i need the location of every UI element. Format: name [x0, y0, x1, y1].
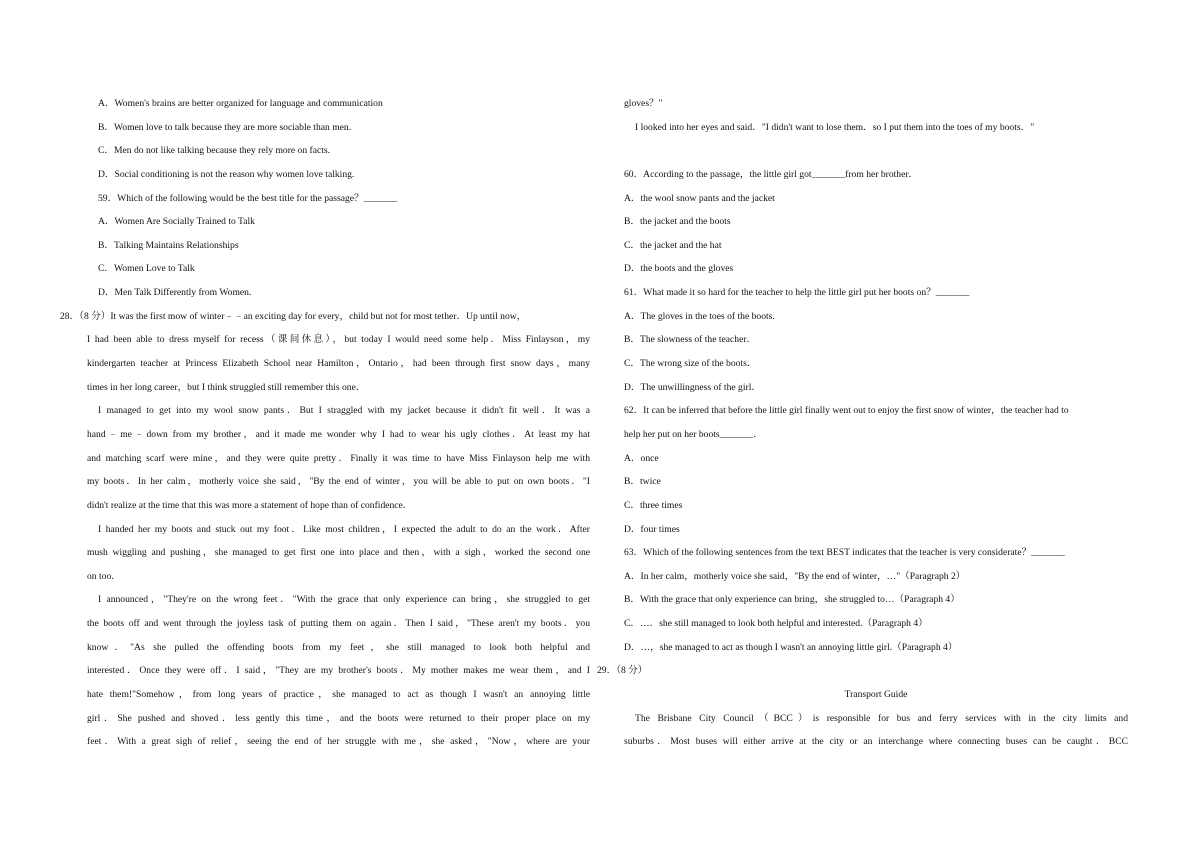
text-line: feet．With a great sigh of relief，seeing the end of her struggle with me，she asked，"Now，where are your — [87, 736, 590, 748]
text-line: 60．According to the passage，the little girl got_______from her brother． — [624, 168, 919, 180]
text-line: my boots．In her calm，motherly voice she said，"By the end of winter，you will be able to put on own boots．"I — [87, 476, 590, 488]
text-line: B．twice — [624, 476, 661, 488]
text-line: A．The gloves in the toes of the boots. — [624, 310, 775, 322]
blank-line — [624, 139, 1128, 163]
text-line: B．Women love to talk because they are more sociable than men. — [98, 121, 352, 133]
text-line: C．The wrong size of the boots． — [624, 358, 757, 370]
text-line: D．the boots and the gloves — [624, 263, 734, 275]
text-line: A．Women Are Socially Trained to Talk — [98, 216, 255, 228]
text-line: hand﹣me﹣down from my brother，and it made me wonder why I had to wear his ugly clothes．At least my hat — [87, 428, 590, 440]
text-line: 62．It can be inferred that before the little girl finally went out to enjoy the first snow of winter，the teacher had to — [624, 405, 1069, 417]
text-line: I managed to get into my wool snow pants．But I straggled with my jacket because it didn't fit well．It was a — [98, 405, 590, 417]
text-line: suburbs．Most buses will either arrive at the city or an interchange where connecting buses can be caught．BCC — [624, 736, 1128, 748]
text-line: D．four times — [624, 523, 680, 535]
text-line: B．Talking Maintains Relationships — [98, 239, 239, 251]
text-line: didn't realize at the time that this was more a statement of hope than of confidence． — [87, 499, 413, 511]
text-line: A．Women's brains are better organized for language and communication — [98, 98, 383, 109]
text-line: D．The unwillingness of the girl． — [624, 381, 761, 393]
text-line: A．once — [624, 452, 659, 464]
text-line: A．In her calm，motherly voice she said，"By the end of winter，…"（Paragraph 2） — [624, 570, 966, 582]
text-line: kindergarten teacher at Princess Elizabeth School near Hamilton，Ontario，had been through first snow days，many — [87, 358, 590, 370]
text-line: D．Social conditioning is not the reason why women love talking. — [98, 168, 355, 180]
text-line: I had been able to dress myself for recess（课间休息），but today I would need some help．Miss Finlayson，my — [87, 334, 590, 346]
text-line: I looked into her eyes and said．"I didn't want to lose them．so I put them into the toes of my boots．" — [635, 121, 1035, 133]
text-line: girl．She pushed and shoved．less gently this time，and the boots were returned to their proper place on my — [87, 712, 590, 724]
text-line: B．the jacket and the boots — [624, 216, 731, 228]
text-line: and matching scarf were mine，and they were quite pretty．Finally it was time to have Miss Finlayson help me with — [87, 452, 590, 464]
text-line: times in her long career，but I think struggled still remember this one． — [87, 381, 366, 393]
text-line: 28．（8 分）It was the first mow of winter﹣﹣an exciting day for every，child but not for most tether．Up until now， — [60, 310, 527, 322]
text-line: D．Men Talk Differently from Women. — [98, 287, 252, 299]
text-line: I announced，"They're on the wrong feet．"With the grace that only experience can bring，she struggled to get — [98, 594, 590, 606]
text-line: C．…．she still managed to look both helpful and interested.（Paragraph 4） — [624, 618, 928, 630]
text-line: the boots off and went through the joyless task of putting them on again．Then I said，"These aren't my boots．you — [87, 618, 590, 630]
text-line: 59．Which of the following would be the best title for the passage？_______ — [98, 192, 398, 204]
text-line: Transport Guide — [844, 689, 908, 701]
text-line: D．…，she managed to act as though I wasn't an annoying little girl.（Paragraph 4） — [624, 641, 958, 653]
text-line: mush wiggling and pushing，she managed to get first one into place and then，with a sigh，worked the second one — [87, 547, 590, 559]
text-line: A．the wool snow pants and the jacket — [624, 192, 775, 204]
text-line: I handed her my boots and stuck out my foot．Like most children，I expected the adult to do an the work．After — [98, 523, 590, 535]
text-line: B．With the grace that only experience can bring，she struggled to…（Paragraph 4） — [624, 594, 960, 606]
text-line: on too． — [87, 570, 121, 582]
text-line: 29．（8 分） — [597, 665, 648, 677]
text-line: C．Women Love to Talk — [98, 263, 195, 275]
left-column — [60, 92, 590, 754]
text-line: hate them!"Somehow，from long years of practice，she managed to act as though I wasn't an annoying little — [87, 689, 590, 701]
text-line: 61．What made it so hard for the teacher to help the little girl put her boots on？_______ — [624, 287, 970, 299]
text-line: 63．Which of the following sentences from the text BEST indicates that the teacher is very considerate？_______ — [624, 547, 1065, 559]
text-line: interested．Once they were off．I said，"They are my brother's boots．My mother makes me wear them，and I — [87, 665, 590, 677]
text-line: C．the jacket and the hat — [624, 239, 722, 251]
right-column — [597, 92, 1128, 754]
text-line: know．"As she pulled the offending boots from my feet，she still managed to look both helpful and — [87, 641, 590, 653]
text-line: C．three times — [624, 499, 683, 511]
text-line: B．The slowness of the teacher． — [624, 334, 757, 346]
text-line: help her put on her boots_______． — [624, 428, 763, 440]
text-line: C．Men do not like talking because they rely more on facts. — [98, 145, 331, 157]
text-line: The Brisbane City Council（BCC）is responsible for bus and ferry services with in the city limits and — [635, 712, 1128, 724]
text-line: gloves？" — [624, 98, 663, 109]
